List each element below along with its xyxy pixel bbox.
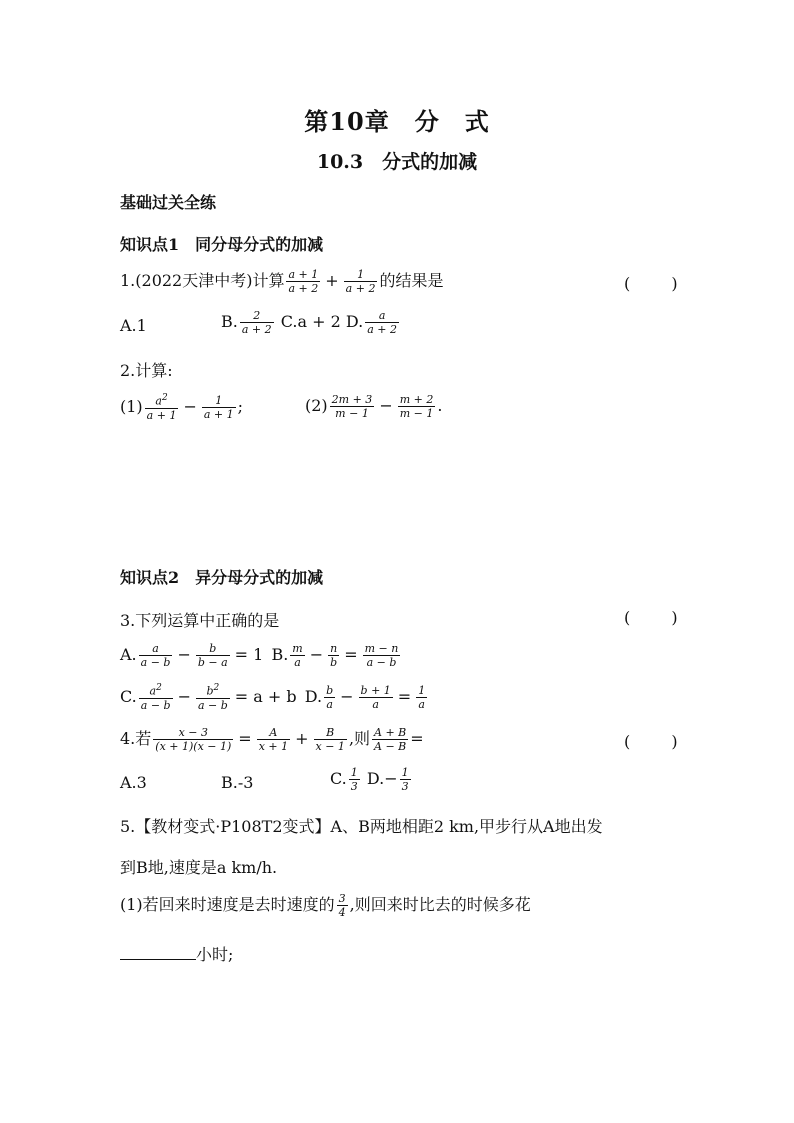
q4-fraction-2: $\frac{A}{x + 1}$ — [258, 726, 289, 753]
q1-option-b-fraction: $\frac{2}{a + 2}$ — [241, 309, 272, 336]
q3-options-ab: A. $\frac{a}{a - b}$ − $\frac{b}{b - a}$ = 1 B. $\frac{m}{a}$ − $\frac{n}{b}$ = $\frac{m - n}{a - b}$ — [120, 642, 399, 669]
q3-c-fraction-1: $\frac{a^2}{a - b}$ — [140, 683, 171, 712]
q4-d-fraction: $\frac{1}{3}$ — [401, 766, 409, 793]
q1-answer-bracket: ( ) — [624, 274, 696, 293]
question-2: 2.计算: — [120, 361, 173, 380]
q1-fraction-1: $\frac{a + 1}{a + 2}$ — [288, 268, 319, 295]
q1-option-b-label: B. — [221, 312, 238, 331]
q4-fraction-1: $\frac{x - 3}{(x + 1)(x - 1)}$ — [155, 726, 232, 753]
q1-option-a: A.1 — [120, 316, 147, 335]
q4-option-a: A.3 — [120, 773, 147, 792]
knowledge-point-1: 知识点1 同分母分式的加减 — [120, 235, 324, 254]
q4-options-cd: C. $\frac{1}{3}$ D.− $\frac{1}{3}$ — [330, 766, 409, 793]
answer-blank[interactable] — [120, 945, 196, 960]
q2-p1-fraction-2: $\frac{1}{a + 1}$ — [203, 393, 234, 421]
q2-p1-fraction-1: $\frac{a^2}{a + 1}$ — [146, 393, 177, 422]
q1-option-d-label: D. — [345, 312, 364, 331]
q1-suffix: 的结果是 — [379, 271, 444, 290]
q2-p2-fraction-1: $\frac{2m + 3}{m - 1}$ — [331, 393, 373, 420]
q5-part-1-answer: 小时; — [120, 942, 233, 965]
q3-d-fraction-1: $\frac{b}{a}$ — [326, 683, 334, 711]
q3-a-fraction-1: $\frac{a}{a - b}$ — [140, 642, 171, 669]
q1-prefix: 1.(2022天津中考)计算 — [120, 271, 285, 290]
q2-part-2: (2) $\frac{2m + 3}{m - 1}$ − $\frac{m + 2}{m - 1}$ . — [305, 393, 443, 420]
q1-option-d-fraction: $\frac{a}{a + 2}$ — [367, 309, 397, 336]
section-title: 10.3 分式的加减 — [316, 151, 478, 173]
q1-operator: + — [325, 271, 339, 290]
q2-p2-fraction-2: $\frac{m + 2}{m - 1}$ — [399, 393, 434, 420]
q1-options-bcd — [221, 310, 401, 335]
q5-part-1: (1)若回来时速度是去时速度的 $\frac{3}{4}$ ,则回来时比去的时候多花 — [120, 892, 531, 919]
q3-b-fraction-1: $\frac{m}{a}$ — [292, 642, 303, 669]
q1-fraction-2: $\frac{1}{a + 2}$ — [345, 268, 376, 295]
question-3: 3.下列运算中正确的是 — [120, 611, 280, 630]
q4-fraction-3: $\frac{B}{x - 1}$ — [315, 726, 345, 753]
q1-option-c: C.a + 2 — [280, 312, 341, 331]
q5-p1-fraction: $\frac{3}{4}$ — [338, 892, 346, 919]
q2-part-1: (1) $\frac{a^2}{a + 1}$ − $\frac{1}{a + 1}$ ; — [120, 393, 244, 422]
q3-a-fraction-2: $\frac{b}{b - a}$ — [197, 642, 228, 669]
q3-options-cd: C. $\frac{a^2}{a - b}$ − $\frac{b^2}{a - b}$ = a + b D. $\frac{b}{a}$ − $\frac{b + 1}{a}$ = $\frac{1}{a}$ — [120, 683, 426, 712]
q4-option-b: B.-3 — [221, 773, 254, 792]
q3-d-fraction-3: $\frac{1}{a}$ — [418, 683, 426, 711]
knowledge-point-2: 知识点2 异分母分式的加减 — [120, 568, 324, 587]
q4-answer-bracket: ( ) — [624, 732, 696, 751]
q3-answer-bracket: ( ) — [624, 608, 696, 627]
q3-c-fraction-2: $\frac{b^2}{a - b}$ — [197, 683, 228, 712]
question-4: 4.若 $\frac{x - 3}{(x + 1)(x - 1)}$ = $\frac{A}{x + 1}$ + $\frac{B}{x - 1}$ ,则 $\frac{A + B}{A - B}$ = — [120, 726, 424, 753]
question-1 — [120, 268, 443, 294]
q3-d-fraction-2: $\frac{b + 1}{a}$ — [360, 683, 391, 711]
q3-b-fraction-3: $\frac{m - n}{a - b}$ — [364, 642, 399, 669]
q4-c-fraction: $\frac{1}{3}$ — [350, 766, 358, 793]
question-5-line-1: 5.【教材变式·P108T2变式】A、B两地相距2 km,甲步行从A地出发 — [120, 817, 603, 836]
chapter-title: 第10章 分 式 — [304, 107, 490, 136]
q4-fraction-4: $\frac{A + B}{A - B}$ — [374, 726, 407, 753]
q3-b-fraction-2: $\frac{n}{b}$ — [330, 642, 338, 669]
practice-heading: 基础过关全练 — [120, 193, 217, 212]
question-5-line-2: 到B地,速度是a km/h. — [120, 858, 278, 877]
